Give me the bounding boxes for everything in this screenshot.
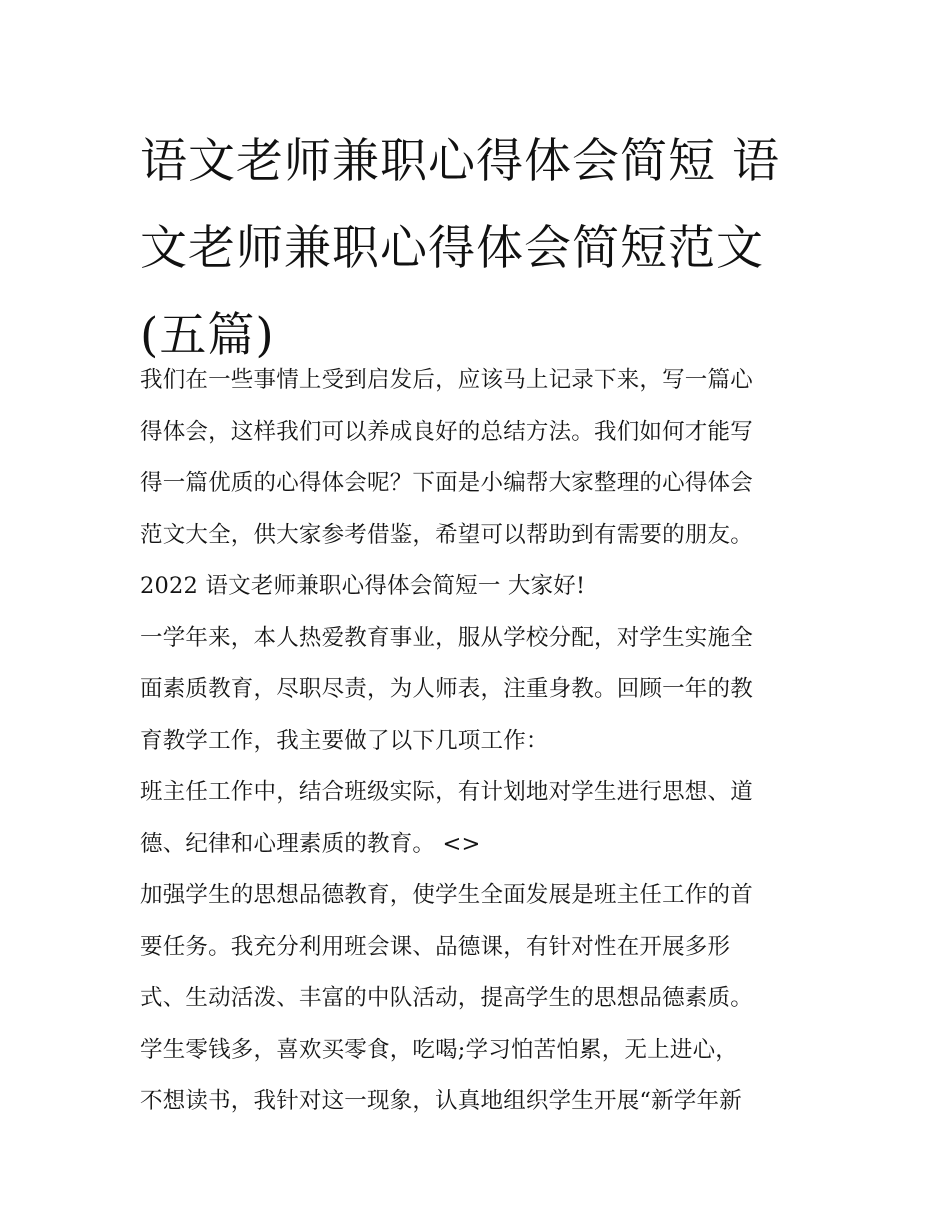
- paragraph-line: 一学年来，本人热爱教育事业，服从学校分配，对学生实施全: [140, 624, 753, 651]
- title-line: (五篇): [140, 308, 275, 363]
- paragraph-line: 面素质教育，尽职尽责，为人师表，注重身教。回顾一年的教: [140, 676, 753, 702]
- section-heading-line: 2022 语文老师兼职心得体会简短一 大家好!: [140, 573, 586, 599]
- paragraph-line: 班主任工作中，结合班级实际，有计划地对学生进行思想、道: [140, 779, 753, 805]
- paragraph-line: 要任务。我充分利用班会课、品德课，有针对性在开展多形: [140, 933, 731, 960]
- title-line: 文老师兼职心得体会简短范文: [140, 221, 764, 276]
- document-body: [140, 358, 830, 1131]
- intro-line: 得体会，这样我们可以养成良好的总结方法。我们如何才能写: [140, 418, 753, 445]
- intro-line: 我们在一些事情上受到启发后，应该马上记录下来，写一篇心: [140, 367, 753, 393]
- intro-line: 得一篇优质的心得体会呢？下面是小编帮大家整理的心得体会: [140, 470, 753, 496]
- paragraph-line: 式、生动活泼、丰富的中队活动，提高学生的思想品德素质。: [140, 985, 753, 1011]
- document-title: [140, 118, 820, 379]
- paragraph-line: 德、纪律和心理素质的教育。 <>: [140, 830, 481, 857]
- intro-line: 范文大全，供大家参考借鉴，希望可以帮助到有需要的朋友。: [140, 521, 753, 548]
- paragraph-line: 加强学生的思想品德教育，使学生全面发展是班主任工作的首: [140, 882, 753, 908]
- title-line: 语文老师兼职心得体会简短 语: [140, 134, 780, 189]
- paragraph-line: 育教学工作，我主要做了以下几项工作：: [140, 727, 549, 754]
- paragraph-line: 学生零钱多，喜欢买零食，吃喝;学习怕苦怕累，无上进心，: [140, 1036, 738, 1063]
- paragraph-line: 不想读书，我针对这一现象，认真地组织学生开展“新学年新: [140, 1088, 742, 1114]
